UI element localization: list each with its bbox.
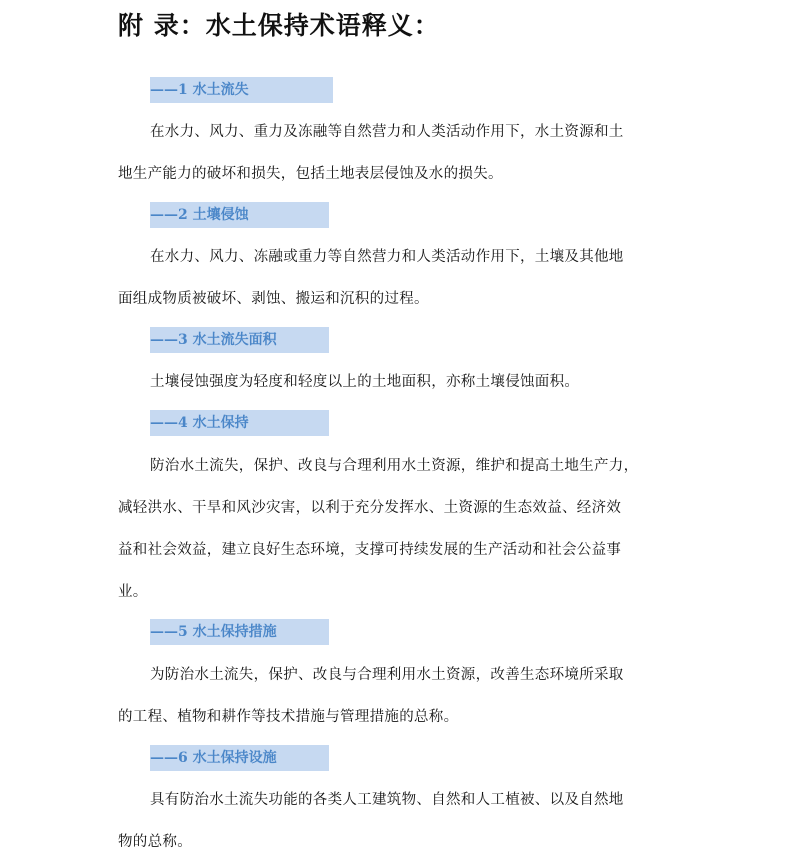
term-4-line-2: 减轻洪水、干旱和风沙灾害，以利于充分发挥水、土资源的生态效益、经济效 (118, 500, 622, 516)
term-4-line-4: 业。 (118, 584, 148, 600)
term-4-line-3: 益和社会效益，建立良好生态环境，支撑可持续发展的生产活动和社会公益事 (118, 542, 622, 558)
term-2-line-2: 面组成物质被破坏、剥蚀、搬运和沉积的过程。 (118, 291, 429, 307)
term-1-line-1: 在水力、风力、重力及冻融等自然营力和人类活动作用下，水土资源和土 (150, 124, 624, 140)
term-5-line-1: 为防治水土流失，保护、改良与合理利用水土资源，改善生态环境所采取 (150, 667, 624, 683)
term-heading-4: ——4 水土保持 (150, 410, 329, 436)
term-6-line-1: 具有防治水土流失功能的各类人工建筑物、自然和人工植被、以及自然地 (150, 792, 624, 808)
page-title: 附 录：水土保持术语释义： (118, 11, 440, 40)
term-heading-6: ——6 水土保持设施 (150, 745, 329, 771)
term-2-line-1: 在水力、风力、冻融或重力等自然营力和人类活动作用下，土壤及其他地 (150, 249, 624, 265)
term-6-line-2: 物的总称。 (118, 834, 192, 850)
term-heading-3: ——3 水土流失面积 (150, 327, 329, 353)
term-4-line-1: 防治水土流失，保护、改良与合理利用水土资源，维护和提高土地生产力， (150, 458, 639, 474)
term-heading-1: ——1 水土流失 (150, 77, 333, 103)
term-heading-2: ——2 土壤侵蚀 (150, 202, 329, 228)
term-1-line-2: 地生产能力的破坏和损失，包括土地表层侵蚀及水的损失。 (118, 166, 503, 182)
term-3-line-1: 土壤侵蚀强度为轻度和轻度以上的土地面积，亦称土壤侵蚀面积。 (150, 374, 580, 390)
term-heading-5: ——5 水土保持措施 (150, 619, 329, 645)
term-5-line-2: 的工程、植物和耕作等技术措施与管理措施的总称。 (118, 709, 459, 725)
